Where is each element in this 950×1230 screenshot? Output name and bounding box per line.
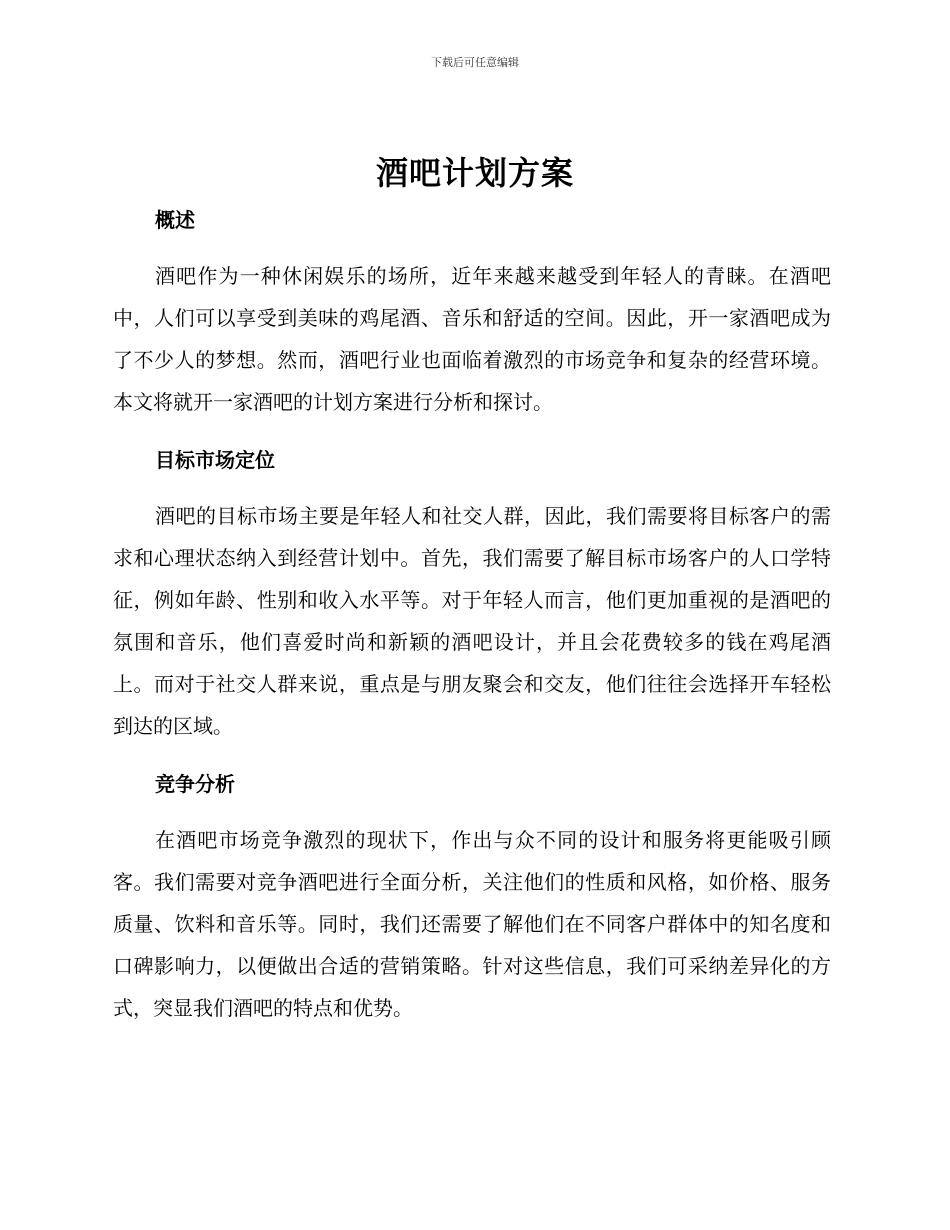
section-paragraph: 在酒吧市场竞争激烈的现状下，作出与众不同的设计和服务将更能吸引顾客。我们需要对竞争酒吧进行全面分析，关注他们的性质和风格，如价格、服务质量、饮料和音乐等。同时，我们还需要了解他们在不同客户群体中的知名度和口碑影响力，以便做出合适的营销策略。针对这些信息，我们可采纳差异化的方式，突显我们酒吧的特点和优势。 [113,828,831,1020]
header-note: 下载后可任意编辑 [431,56,519,69]
section-paragraph: 酒吧作为一种休闲娱乐的场所，近年来越来越受到年轻人的青睐。在酒吧中，人们可以享受到美味的鸡尾酒、音乐和舒适的空间。因此，开一家酒吧成为了不少人的梦想。然而，酒吧行业也面临着激烈的市场竞争和复杂的经营环境。本文将就开一家酒吧的计划方案进行分析和探讨。 [113,264,831,414]
section-heading: 概述 [155,208,195,232]
section-competition [113,769,831,1029]
section-heading: 目标市场定位 [155,448,275,472]
section-heading: 竞争分析 [155,772,235,796]
document-body [113,205,831,1051]
section-target-market [113,445,831,747]
section-overview [113,205,831,423]
page-title: 酒吧计划方案 [375,154,574,192]
section-paragraph: 酒吧的目标市场主要是年轻人和社交人群，因此，我们需要将目标客户的需求和心理状态纳入到经营计划中。首先，我们需要了解目标市场客户的人口学特征，例如年龄、性别和收入水平等。对于年轻人而言，他们更加重视的是酒吧的氛围和音乐，他们喜爱时尚和新颖的酒吧设计，并且会花费较多的钱在鸡尾酒上。而对于社交人群来说，重点是与朋友聚会和交友，他们往往会选择开车轻松到达的区域。 [113,504,831,738]
